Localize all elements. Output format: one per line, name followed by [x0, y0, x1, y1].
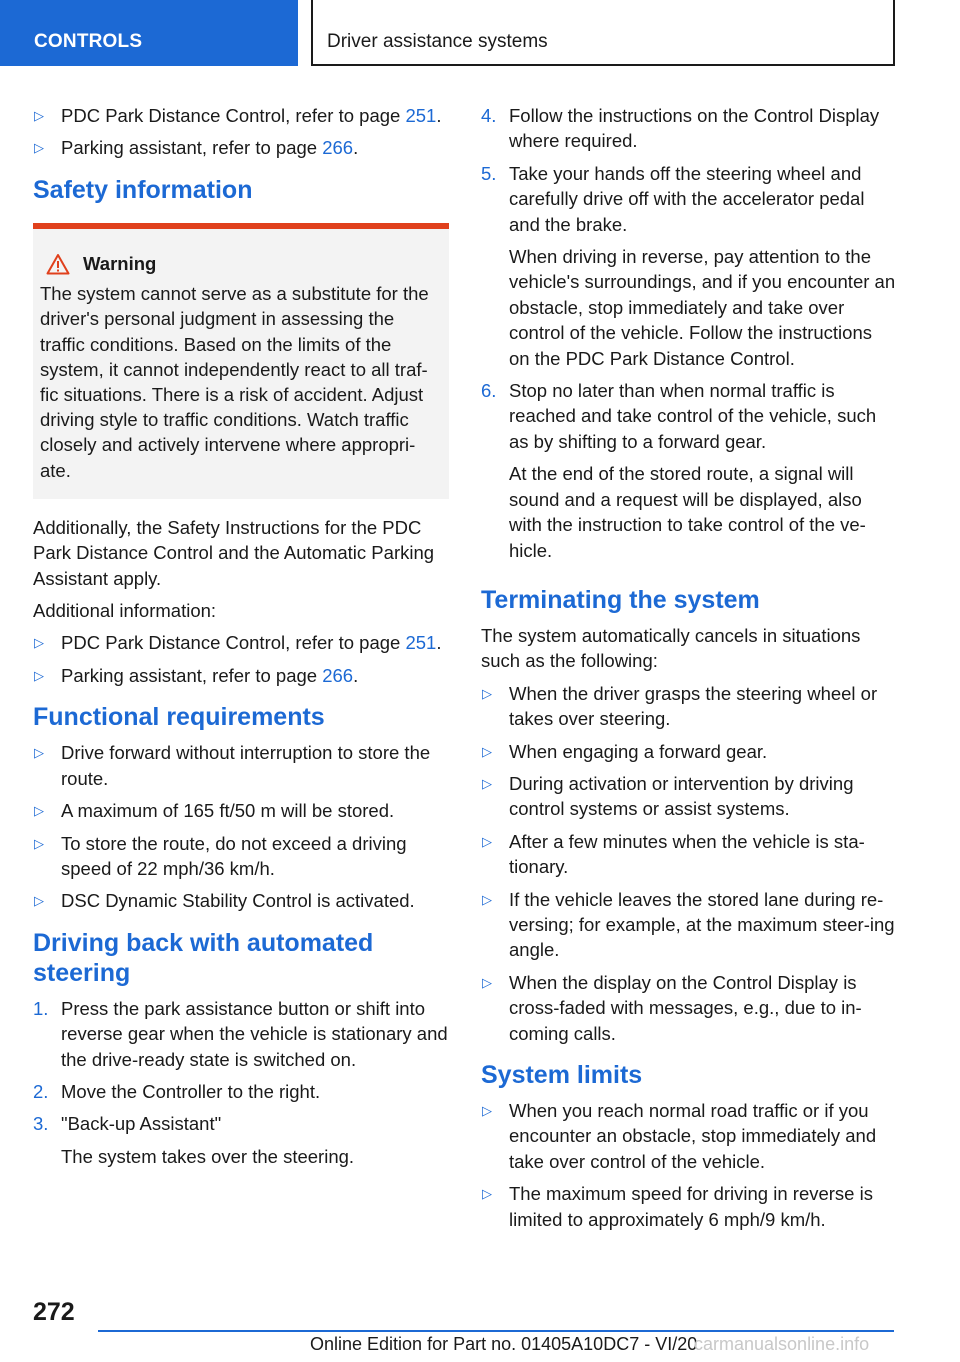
triangle-bullet-icon: ▷ [482, 775, 492, 791]
page-number: 272 [33, 1298, 75, 1326]
info-list [33, 630, 449, 688]
triangle-bullet-icon: ▷ [482, 833, 492, 849]
triangle-bullet-icon: ▷ [482, 1103, 492, 1118]
step-item: 2. Move the Controller to the right. [33, 1080, 321, 1102]
list-item: ▷ Parking assistant, refer to page 266. [33, 135, 449, 160]
triangle-bullet-icon: ▷ [34, 635, 44, 651]
triangle-bullet-icon: ▷ [34, 667, 44, 683]
limits-list [481, 1098, 897, 1232]
triangle-bullet-icon: ▷ [482, 685, 492, 701]
list-item: ▷ DSC Dynamic Stability Control is activated. [33, 888, 449, 913]
triangle-bullet-icon: ▷ [482, 974, 492, 990]
list-item: ▷ PDC Park Distance Control, refer to page 251. [33, 630, 449, 655]
triangle-bullet-icon: ▷ [34, 140, 44, 156]
page-header [0, 0, 960, 66]
page-link[interactable]: 251 [405, 105, 437, 126]
list-item: ▷ When you reach normal road traffic or if you encounter an obstacle, stop immediately and take over control of the vehicle. [482, 1100, 877, 1172]
step-item: 4. Follow the instructions on the Control Display where required. [481, 105, 880, 152]
triangle-bullet-icon: ▷ [482, 891, 492, 907]
list-item: ▷ If the vehicle leaves the stored lane during re‐versing; for example, at the maximum steer‐ing angle. [482, 888, 895, 961]
functional-list [33, 740, 449, 913]
list-item: ▷ When engaging a forward gear. [481, 739, 897, 764]
list-item: ▷ When the display on the Control Display is cross-faded with messages, e.g., due to in‐coming calls. [482, 971, 862, 1044]
list-item: ▷ A maximum of 165 ft/50 m will be stored. [33, 798, 449, 823]
footer-divider [98, 1330, 894, 1332]
steps-list [33, 996, 449, 1169]
triangle-bullet-icon: ▷ [34, 835, 44, 851]
warning-text: The system cannot serve as a substitute for the driver's personal judgment in assessing the traffic conditions. Based on the limits of the system, it cannot independently react to all traf‐fic situations. There is a risk of accident. Adjust driving style to traffic conditions. Watch traffic closely and actively intervene where appropri‐ate. [40, 283, 429, 481]
intro-list [33, 103, 449, 161]
right-column [481, 103, 897, 1239]
triangle-bullet-icon: ▷ [482, 743, 492, 759]
triangle-bullet-icon: ▷ [482, 1186, 492, 1202]
step-item: 6. Stop no later than when normal traffic is reached and take control of the vehicle, such as by shifting to a forward gear. At the end of the stored route, a signal will sound and a request will be displayed, also with the instruction to take control of the ve‐hicle. [481, 380, 877, 561]
chapter-title: Driver assistance systems [311, 0, 895, 66]
page-link[interactable]: 251 [405, 632, 437, 654]
list-item: ▷ During activation or intervention by driving control systems or assist systems. [482, 772, 854, 820]
page-link[interactable]: 266 [322, 664, 354, 686]
left-column [33, 103, 449, 1176]
list-item: ▷ PDC Park Distance Control, refer to page 251. [33, 103, 449, 128]
step-item: 3. "Back-up Assistant" The system takes over the steering. [33, 1113, 355, 1167]
list-item: ▷ Parking assistant, refer to page 266. [33, 663, 449, 688]
paragraph: Additionally, the Safety Instructions for the PDC Park Distance Control and the Automatic Parking Assistant apply. [33, 516, 435, 589]
warning-triangle-icon [46, 253, 70, 275]
list-item: ▷ To store the route, do not exceed a driving speed of 22 mph/36 km/h. [34, 832, 407, 879]
warning-title: Warning [83, 252, 157, 274]
paragraph: Additional information: [33, 600, 217, 622]
list-item: ▷ Drive forward without interruption to store the route. [34, 742, 431, 789]
triangle-bullet-icon: ▷ [34, 108, 44, 123]
terminating-list [481, 681, 897, 1046]
steps-list-continued [481, 103, 897, 563]
warning-box [33, 223, 449, 499]
paragraph: The system automatically cancels in situations such as the following: [481, 624, 861, 672]
triangle-bullet-icon: ▷ [34, 803, 44, 819]
triangle-bullet-icon: ▷ [34, 893, 44, 909]
triangle-bullet-icon: ▷ [34, 745, 44, 761]
list-item: ▷ After a few minutes when the vehicle is sta‐tionary. [482, 830, 865, 878]
list-item: ▷ The maximum speed for driving in reverse is limited to approximately 6 mph/9 km/h. [482, 1183, 873, 1230]
step-item: 1. Press the park assistance button or shift into reverse gear when the vehicle is stationary and the drive-ready state is switched on. [33, 997, 448, 1070]
terminating-heading: Terminating the system [481, 585, 760, 614]
edition-note: Online Edition for Part no. 01405A10DC7 - VI/20 [310, 1334, 698, 1354]
list-item: ▷ When the driver grasps the steering wheel or takes over steering. [482, 682, 878, 730]
warning-header [40, 251, 443, 276]
functional-heading: Functional requirements [33, 703, 325, 732]
driving-back-heading: Driving back with automated steering [33, 928, 374, 987]
watermark: carmanualsonline.info [694, 1334, 870, 1354]
safety-heading: Safety information [33, 175, 253, 204]
section-tab: CONTROLS [0, 0, 298, 66]
step-item: 5. Take your hands off the steering wheel and carefully drive off with the accelerator pedal and the brake. When driving in reverse, pay attention to the vehicle's surroundings, and if you encounter an obstacle, stop immediately and take over control of the vehicle. Follow the instructions on the PDC Park Distance Control. [481, 162, 896, 369]
page-link[interactable]: 266 [322, 137, 354, 159]
limits-heading: System limits [481, 1061, 643, 1089]
